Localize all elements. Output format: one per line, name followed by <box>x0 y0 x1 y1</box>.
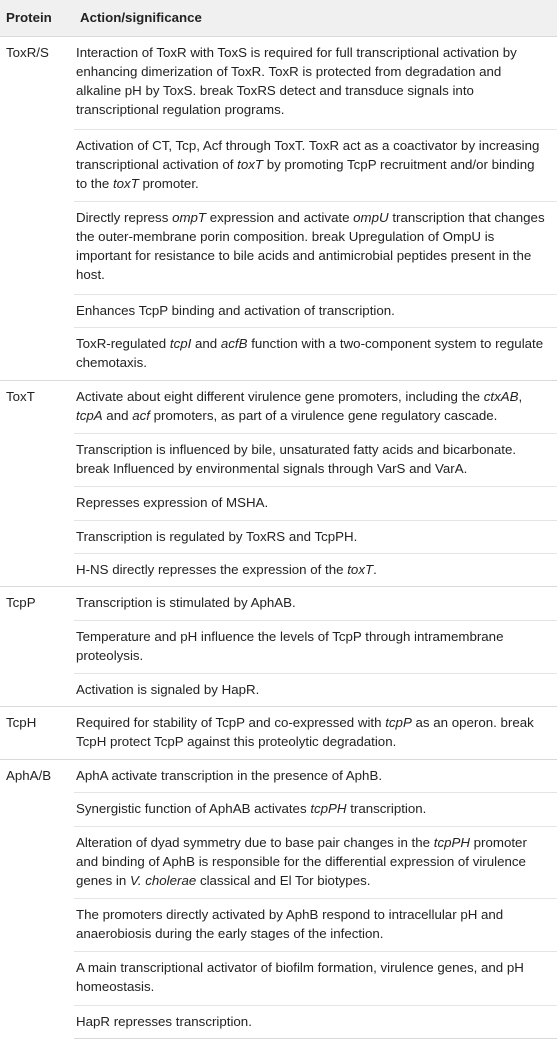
table-row <box>0 434 557 487</box>
gene-name: ctxAB <box>483 389 519 405</box>
gene-name: toxT <box>347 562 374 578</box>
text-segment: Interaction of ToxR with ToxS is required for full transcriptional activation by enhancing dimerization of ToxR. <box>76 45 517 79</box>
table-row <box>0 620 557 673</box>
text-segment: Represses expression of MSHA. <box>76 495 269 511</box>
action-cell <box>74 620 557 673</box>
action-cell <box>74 554 557 587</box>
text-segment: Enhances TcpP binding and activation of transcription. <box>76 303 395 319</box>
action-cell <box>74 826 557 899</box>
text-segment: and <box>102 408 133 424</box>
table-row <box>0 899 557 952</box>
text-segment: H-NS directly represses the expression of the <box>76 562 348 578</box>
text-segment: as an operon. break TcpH protect TcpP against this proteolytic degradation. <box>76 714 534 749</box>
action-cell <box>74 381 557 434</box>
text-segment: Activation of CT, Tcp, Acf through ToxT. ToxR act as a coactivator by increasing transcriptional activation of <box>76 137 540 172</box>
gene-name: V. cholerae <box>129 872 197 888</box>
table-row <box>0 760 557 793</box>
gene-name: tcpP <box>385 714 412 730</box>
text-segment: Directly repress <box>76 210 173 226</box>
table-row <box>0 202 557 295</box>
action-cell <box>74 434 557 487</box>
text-segment: function with a two-component system to regulate chemotaxis. <box>76 336 544 371</box>
text-segment: . <box>373 562 377 578</box>
table-row <box>0 793 557 826</box>
action-cell <box>74 202 557 295</box>
table-row <box>0 587 557 620</box>
header-row <box>0 0 557 37</box>
text-segment: by promoting TcpP recruitment and/or binding to the <box>76 156 535 191</box>
text-segment: , <box>518 389 523 405</box>
gene-name: toxT <box>237 156 263 172</box>
gene-name: tcpI <box>169 336 192 352</box>
table-row <box>0 554 557 587</box>
protein-cell: AphA/B <box>0 760 74 1039</box>
protein-cell: TcpP <box>0 587 74 707</box>
table-row <box>0 520 557 553</box>
text-segment: HapR represses transcription. <box>76 1013 252 1029</box>
gene-name: tcpA <box>76 408 103 424</box>
table-header <box>0 0 557 37</box>
table-row <box>0 381 557 434</box>
action-cell <box>74 793 557 826</box>
action-cell <box>74 487 557 520</box>
protein-cell: ToxT <box>0 381 74 587</box>
table-row <box>0 129 557 202</box>
table-row <box>0 706 557 759</box>
text-segment: expression and activate <box>206 210 354 226</box>
text-segment: Required for stability of TcpP and co-expressed with <box>76 714 386 730</box>
action-cell <box>74 129 557 202</box>
gene-name: acfB <box>220 336 248 352</box>
text-segment: ToxR is protected from degradation and alkaline pH by ToxS. break ToxRS detect and transduce signals into transcriptional regulation programs. <box>76 64 502 117</box>
gene-name: ompT <box>172 210 207 226</box>
action-column-header: Action/significance <box>74 0 557 37</box>
text-segment: promoters, as part of a virulence gene regulatory cascade. <box>149 408 498 424</box>
action-cell <box>74 520 557 553</box>
text-segment: The promoters directly activated by AphB respond to intracellular pH and anaerobiosis during the early stages of the infection. <box>76 907 504 942</box>
text-segment: transcription. <box>346 801 427 817</box>
protein-cell: ToxR/S <box>0 37 74 381</box>
table-row <box>0 1005 557 1038</box>
table-row <box>0 952 557 1005</box>
action-cell <box>74 587 557 620</box>
text-segment: classical and El Tor biotypes. <box>196 872 371 888</box>
gene-name: tcpPH <box>310 801 347 817</box>
text-segment: Activate about eight different virulence gene promoters, including the <box>76 389 484 405</box>
text-segment: AphA activate transcription in the presence of AphB. <box>76 768 383 784</box>
gene-name: ompU <box>353 210 389 226</box>
text-segment: and <box>191 336 221 352</box>
text-segment: Transcription is influenced by bile, unsaturated fatty acids and bicarbonate. break Influenced by environmental signals through VarS and VarA. <box>76 442 517 477</box>
text-segment: ToxR-regulated <box>76 336 170 352</box>
text-segment: Alteration of dyad symmetry due to base pair changes in the <box>76 834 434 850</box>
action-cell <box>74 673 557 706</box>
action-cell <box>74 760 557 793</box>
action-cell <box>74 706 557 759</box>
action-cell <box>74 295 557 328</box>
gene-name: tcpPH <box>433 834 470 850</box>
text-segment: Transcription is stimulated by AphAB. <box>76 595 296 611</box>
text-segment: promoter. <box>138 175 199 191</box>
table-row <box>0 328 557 381</box>
gene-name: acf <box>132 408 150 424</box>
protein-cell: TcpH <box>0 706 74 759</box>
table-row <box>0 826 557 899</box>
table-row <box>0 487 557 520</box>
text-segment: Transcription is regulated by ToxRS and TcpPH. <box>76 528 358 544</box>
text-segment: promoter and binding of AphB is responsible for the differential expression of virulence genes in <box>76 834 527 888</box>
table-row <box>0 673 557 706</box>
gene-name: toxT <box>112 175 139 191</box>
protein-column-header: Protein <box>0 0 74 37</box>
table-row <box>0 37 557 130</box>
text-segment: A main transcriptional activator of biofilm formation, virulence genes, and pH homeostasis. <box>76 960 524 995</box>
text-segment: Activation is signaled by HapR. <box>76 681 260 697</box>
table-body <box>0 37 557 1039</box>
action-cell <box>74 328 557 381</box>
action-cell <box>74 1005 557 1038</box>
text-segment: Temperature and pH influence the levels of TcpP through intramembrane proteolysis. <box>76 628 504 663</box>
text-segment: Synergistic function of AphAB activates <box>76 801 311 817</box>
action-cell <box>74 899 557 952</box>
action-cell <box>74 952 557 1005</box>
table-row <box>0 295 557 328</box>
text-segment: transcription that changes the outer-membrane porin composition. break Upregulation of OmpU is important for resistance to bile acids and antimicrobial peptides present in the host. <box>76 210 545 283</box>
action-cell <box>74 37 557 130</box>
